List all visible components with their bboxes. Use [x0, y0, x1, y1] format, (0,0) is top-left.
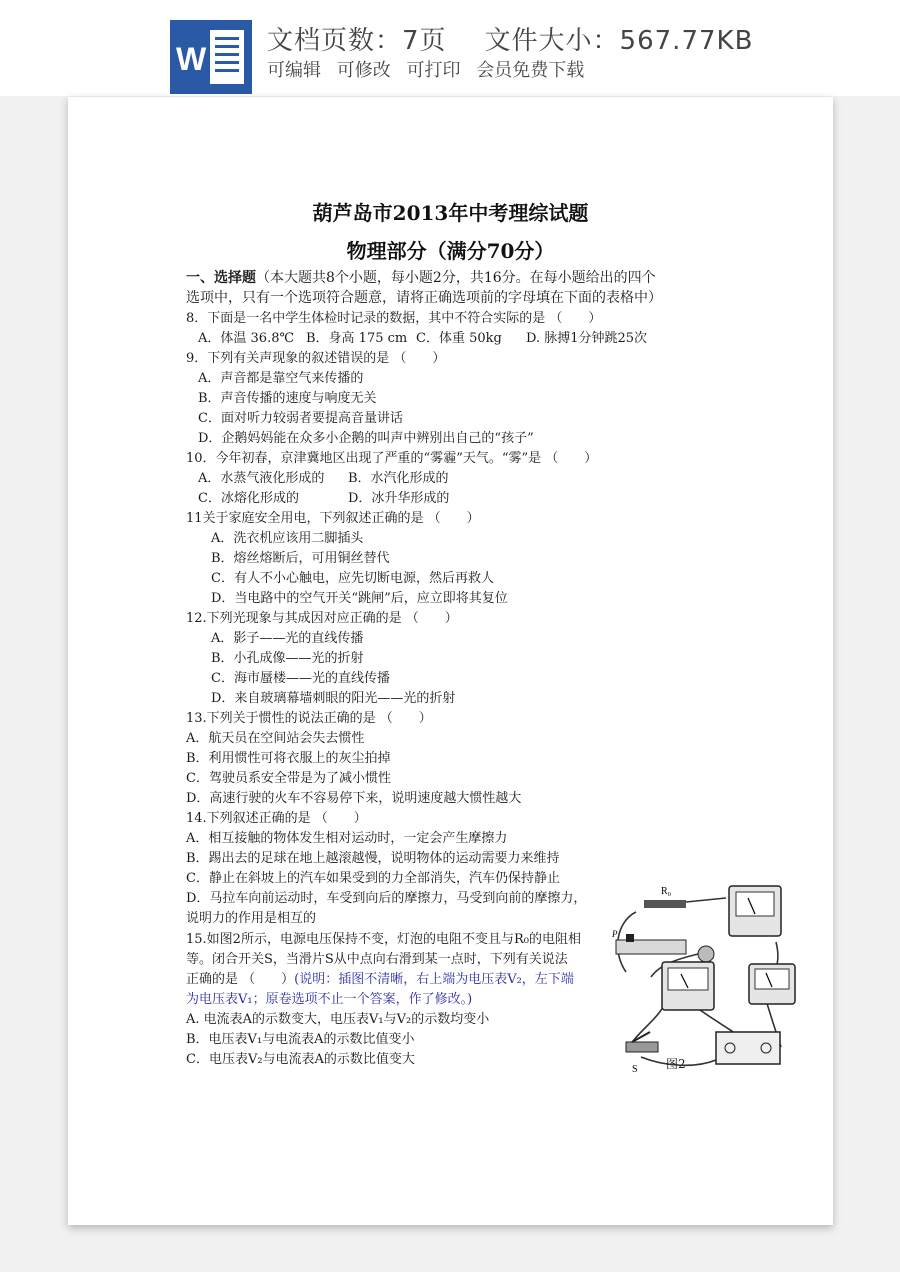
q11-option-c: C．有人不小心触电，应先切断电源，然后再救人 [211, 571, 494, 586]
q9-option-d: D．企鹅妈妈能在众多小企鹅的叫声中辨别出自己的“孩子” [198, 431, 534, 446]
question-13-stem: 13.下列关于惯性的说法正确的是 （ ） [186, 711, 432, 726]
file-size: 文件大小：567.77KB [484, 26, 754, 56]
feature-member-download: 会员免费下载 [476, 60, 585, 81]
q9-option-c: C．面对听力较弱者要提高音量讲话 [198, 411, 403, 426]
q10-options-row2 [198, 490, 449, 507]
q14-option-d-cont: 说明力的作用是相互的 [186, 911, 317, 926]
document-info-banner [0, 0, 900, 96]
q13-option-d: D．高速行驶的火车不容易停下来，说明速度越大惯性越大 [186, 791, 522, 806]
q14-option-c: C．静止在斜坡上的汽车如果受到的力全部消失，汽车仍保持静止 [186, 871, 560, 886]
q13-option-a: A．航天员在空间站会失去惯性 [186, 731, 365, 746]
q8-option-a: A．体温 36.8℃ [198, 331, 295, 346]
question-15-line1: 15.如图2所示，电源电压保持不变，灯泡的电阻不变且与R₀的电阻相 [186, 932, 581, 947]
q8-option-c: C．体重 50kg [416, 331, 502, 346]
q9-option-b: B．声音传播的速度与响度无关 [198, 391, 377, 406]
label-r0: R₀ [661, 886, 672, 897]
question-8-stem: 8．下面是一名中学生体检时记录的数据，其中不符合实际的是 （ ） [186, 311, 602, 326]
q10-option-c: C．冰熔化形成的 [198, 491, 299, 506]
banner-title [267, 20, 791, 57]
slider-rheostat [616, 940, 686, 954]
circuit-diagram [606, 882, 806, 1077]
section-label: 一、选择题 [186, 270, 256, 286]
q15-editor-note: (说明：插图不清晰，右上端为电压表V₂，左下端 [294, 972, 574, 987]
document-subtitle: 物理部分（满分70分） [346, 239, 555, 263]
question-9-stem: 9．下列有关声现象的叙述错误的是 （ ） [186, 351, 446, 366]
section-desc: （本大题共8个小题，每小题2分，共16分。在每小题给出的四个 [256, 270, 656, 286]
page-count: 文档页数：7页 [267, 26, 447, 56]
q15-option-b: B．电压表V₁与电流表A的示数比值变小 [186, 1032, 415, 1047]
feature-printable: 可打印 [406, 60, 461, 81]
feature-editable: 可编辑 [267, 60, 321, 81]
question-15-line3 [186, 971, 574, 988]
light-bulb [698, 946, 714, 962]
q15-editor-note-cont: 为电压表V₁；原卷选项不止一个答案，作了修改。) [186, 992, 473, 1007]
word-icon-letter: W [176, 41, 207, 77]
q10-option-d: D．冰升华形成的 [348, 491, 450, 506]
power-supply [716, 1032, 780, 1064]
q13-option-c: C．驾驶员系安全带是为了减小惯性 [186, 771, 391, 786]
q15-option-c: C．电压表V₂与电流表A的示数比值变大 [186, 1052, 415, 1067]
q8-option-b: B．身高 175 cm [306, 331, 408, 346]
label-p: P [612, 929, 618, 939]
q9-option-a: A．声音都是靠空气来传播的 [198, 371, 364, 386]
question-14-stem: 14.下列叙述正确的是 （ ） [186, 811, 367, 826]
q12-option-b: B．小孔成像——光的折射 [211, 651, 364, 666]
wire [686, 898, 726, 902]
figure-caption: 图2 [666, 1057, 686, 1071]
word-document-icon [170, 20, 252, 94]
voltmeter-v2-dial [736, 892, 774, 916]
q14-option-b: B．踢出去的足球在地上越滚越慢，说明物体的运动需要力来维持 [186, 851, 560, 866]
q14-option-a: A．相互接触的物体发生相对运动时，一定会产生摩擦力 [186, 831, 508, 846]
document-title: 葫芦岛市2013年中考理综试题 [312, 201, 589, 225]
feature-list [267, 56, 594, 82]
q15-option-a: A. 电流表A的示数变大，电压表V₁与V₂的示数均变小 [186, 1012, 490, 1027]
switch-s [626, 1042, 658, 1052]
feature-modifiable: 可修改 [336, 60, 391, 81]
q13-option-b: B．利用惯性可将衣服上的灰尘拍掉 [186, 751, 391, 766]
q12-option-a: A．影子——光的直线传播 [211, 631, 364, 646]
q12-option-d: D．来自玻璃幕墙刺眼的阳光——光的折射 [211, 691, 456, 706]
q10-options-row1 [198, 470, 449, 487]
question-15-line2: 等。闭合开关S，当滑片S从中点向右滑到某一点时，下列有关说法 [186, 952, 568, 967]
q11-option-a: A．洗衣机应该用二脚插头 [211, 531, 364, 546]
q15-answer-blank: 正确的是 （ ） [186, 972, 295, 987]
label-s: S [632, 1064, 638, 1075]
resistor-r0 [644, 900, 686, 908]
slider-knob [626, 934, 634, 942]
document-page [68, 97, 833, 1225]
question-12-stem: 12.下列光现象与其成因对应正确的是 （ ） [186, 611, 458, 626]
switch-lever [632, 1032, 650, 1042]
question-10-stem: 10．今年初春，京津冀地区出现了严重的“雾霾”天气。“雾”是 （ ） [186, 451, 598, 466]
q10-option-a: A．水蒸气液化形成的 [198, 471, 325, 486]
q11-option-b: B．熔丝熔断后，可用铜丝替代 [211, 551, 390, 566]
q14-option-d: D．马拉车向前运动时，车受到向后的摩擦力，马受到向前的摩擦力， [186, 891, 587, 906]
q10-option-b: B．水汽化形成的 [348, 471, 449, 486]
question-11-stem: 11关于家庭安全用电，下列叙述正确的是 （ ） [186, 511, 480, 526]
section-heading [186, 270, 656, 287]
section-desc-cont: 选项中，只有一个选项符合题意，请将正确选项前的字母填在下面的表格中） [186, 290, 662, 306]
q12-option-c: C．海市蜃楼——光的直线传播 [211, 671, 390, 686]
question-8-options [198, 330, 647, 347]
q8-option-d: D. 脉搏1分钟跳25次 [526, 331, 648, 346]
q11-option-d: D．当电路中的空气开关“跳闸”后，应立即将其复位 [211, 591, 508, 606]
